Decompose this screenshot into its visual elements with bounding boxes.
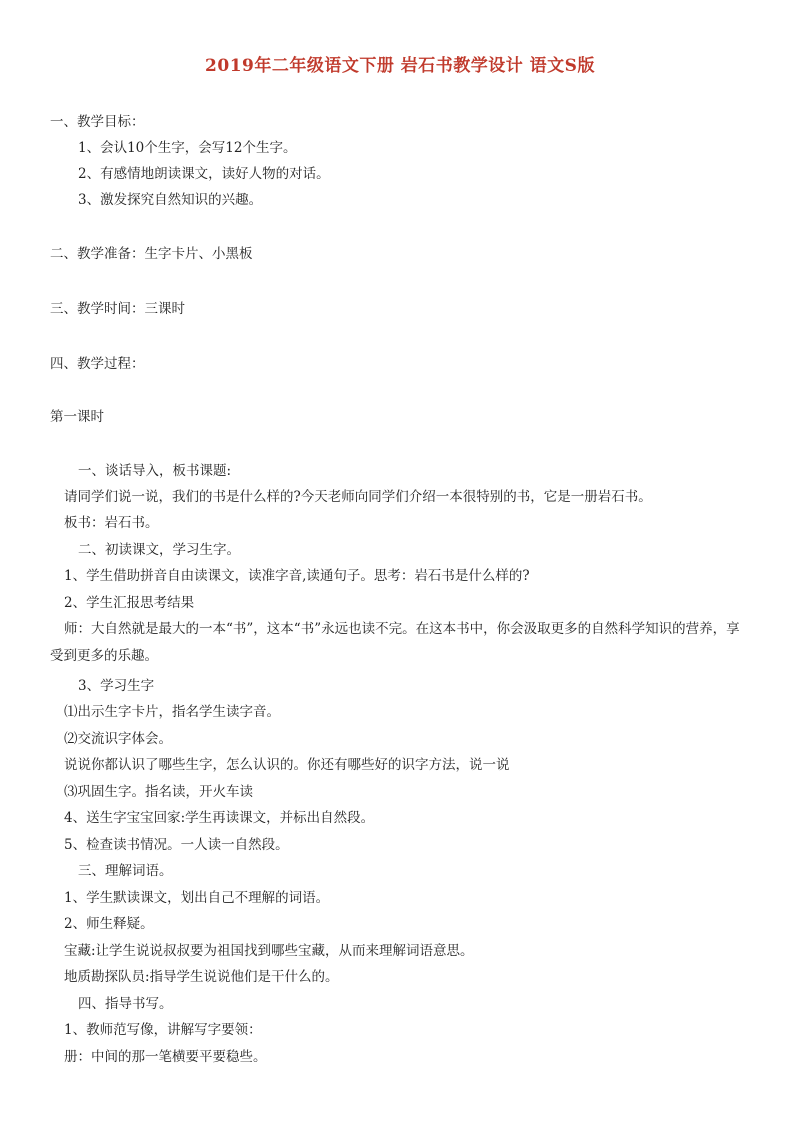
prep-heading: 二、教学准备：生字卡片、小黑板 xyxy=(50,246,253,262)
body-line: 宝藏:让学生说说叔叔要为祖国找到哪些宝藏，从而来理解词语意思。 xyxy=(64,943,474,959)
body-line: 1、学生默读课文，划出自己不理解的词语。 xyxy=(64,890,330,906)
goal-item: 1、会认10个生字，会写12个生字。 xyxy=(78,140,297,156)
document-title: 2019年二年级语文下册 岩石书教学设计 语文S版 xyxy=(205,56,595,76)
process-heading: 四、教学过程： xyxy=(50,356,145,372)
body-line: 师：大自然就是最大的一本“书”，这本“书”永远也读不完。在这本书中，你会汲取更多的自然科学知识的营养，享受到更多的乐趣。 xyxy=(50,621,740,664)
body-line: 1、学生借助拼音自由读课文，读准字音,读通句子。思考：岩石书是什么样的? xyxy=(64,568,530,584)
body-line: 3、学习生字 xyxy=(78,678,155,694)
paragraph-wrapped xyxy=(50,616,750,670)
body-line: 说说你都认识了哪些生字，怎么认识的。你还有哪些好的识字方法，说一说 xyxy=(64,757,510,773)
body-line: 册：中间的那一笔横要平要稳些。 xyxy=(64,1049,267,1065)
body-line: 三、理解词语。 xyxy=(78,863,173,879)
body-line: 一、谈话导入，板书课题: xyxy=(78,463,232,479)
body-line: 请同学们说一说，我们的书是什么样的?今天老师向同学们介绍一本很特别的书，它是一册岩石书。 xyxy=(64,489,652,505)
body-line: ⑵交流识字体会。 xyxy=(64,731,172,747)
body-line: 5、检查读书情况。一人读一自然段。 xyxy=(64,837,289,853)
body-line: 四、指导书写。 xyxy=(78,996,173,1012)
body-line: ⑶巩固生字。指名读，开火车读 xyxy=(64,784,253,800)
goals-heading: 一、教学目标： xyxy=(50,114,145,130)
body-line: 地质勘探队员:指导学生说说他们是干什么的。 xyxy=(64,969,339,985)
goal-item: 3、激发探究自然知识的兴趣。 xyxy=(78,192,263,208)
goal-item: 2、有感情地朗读课文，读好人物的对话。 xyxy=(78,166,330,182)
body-line: 2、学生汇报思考结果 xyxy=(64,595,195,611)
body-line: ⑴出示生字卡片，指名学生读字音。 xyxy=(64,704,280,720)
body-line: 1、教师范写像，讲解写字要领： xyxy=(64,1022,262,1038)
body-line: 4、送生字宝宝回家:学生再读课文，并标出自然段。 xyxy=(64,810,375,826)
lesson-heading: 第一课时 xyxy=(50,409,104,425)
body-line: 2、师生释疑。 xyxy=(64,916,154,932)
time-heading: 三、教学时间：三课时 xyxy=(50,301,185,317)
body-line: 二、初读课文，学习生字。 xyxy=(78,542,240,558)
body-line: 板书：岩石书。 xyxy=(64,515,159,531)
